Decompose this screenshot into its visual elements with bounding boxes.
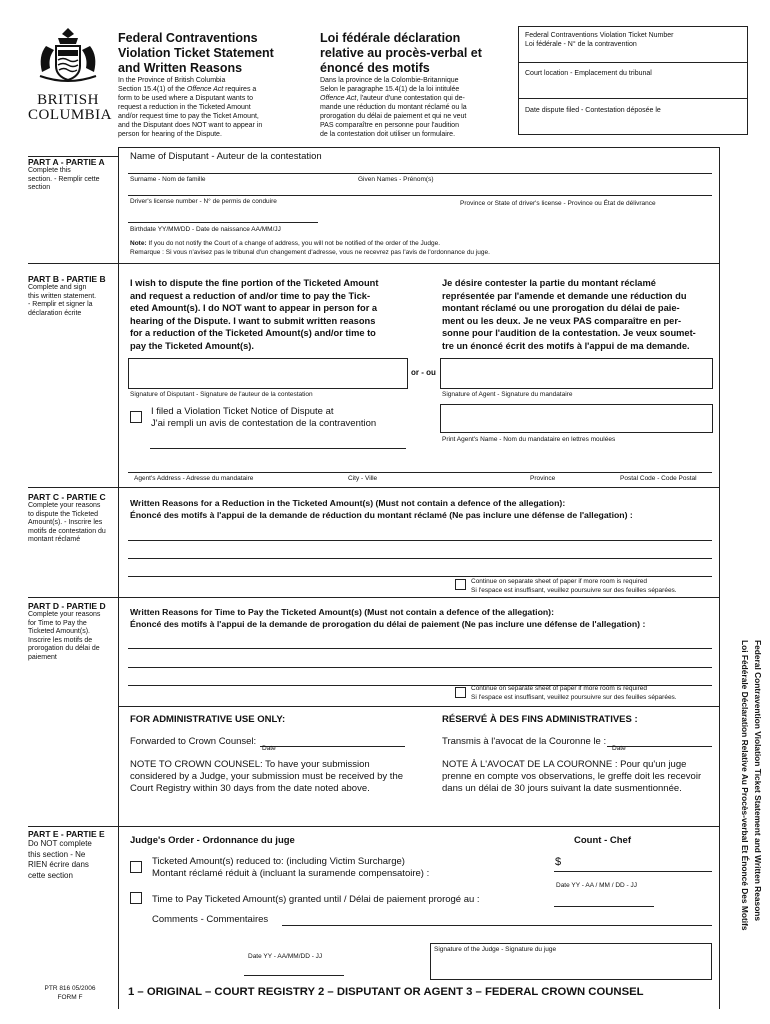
copy-distribution: 1 – ORIGINAL – COURT REGISTRY 2 – DISPUTANT OR AGENT 3 – FEDERAL CROWN COUNSEL (128, 986, 644, 998)
comments-label: Comments - Commentaires (152, 914, 269, 925)
amount-line[interactable] (554, 871, 712, 872)
reduced-amount-checkbox[interactable] (130, 861, 142, 873)
date-dispute-filed-field[interactable]: Date dispute filed - Contestation déposée le (525, 107, 661, 114)
reason-line[interactable] (128, 540, 712, 541)
continue-sheet-checkbox[interactable] (455, 579, 466, 590)
time-to-pay-checkbox[interactable] (130, 892, 142, 904)
date-label: Date (612, 745, 626, 752)
main-frame-left (118, 147, 119, 1009)
filed-notice-text: I filed a Violation Ticket Notice of Dispute at J'ai rempli un avis de contestation de la contravention (151, 406, 377, 429)
part-e-label: PART E - PARTIE E Do NOT complete this section - Ne RIEN écrire dans cette section (28, 829, 105, 880)
judge-date-line[interactable] (244, 975, 344, 976)
judge-signature-label: Signature of the Judge - Signature du juge (434, 946, 557, 953)
disputant-name-heading: Name of Disputant - Auteur de la contestation (130, 151, 322, 162)
forwarded-crown-label-fr: Transmis à l'avocat de la Couronne le : (442, 736, 607, 747)
admin-heading-fr: RÉSERVÉ À DES FINS ADMINISTRATIVES : (442, 714, 638, 725)
reduction-reasons-heading: Written Reasons for a Reduction in the Ticketed Amount(s) (Must not contain a defence of the allegation): Énoncé des motifs à l'appui de la demande de réduction du montant réclamé (Ne pas inclure une défense de l'allegation) : (130, 498, 633, 520)
continue-sheet-checkbox[interactable] (455, 687, 466, 698)
part-a-label: PART A - PARTIE A Complete this section. - Remplir cette section (28, 157, 105, 192)
reason-line[interactable] (128, 648, 712, 649)
part-b-label: PART B - PARTIE B Complete and sign this written statement. - Remplir et signer la déclaration écrite (28, 274, 106, 317)
time-to-pay-heading: Written Reasons for Time to Pay the Ticketed Amount(s) (Must not contain a defence of the allegation): Énoncé des motifs à l'appui de la demande de prorogation du délai de paiement (Ne pas inclure une défense de l'allegation) : (130, 607, 646, 629)
date-label: Date (262, 745, 276, 752)
agent-city-field[interactable]: City - Ville (348, 475, 378, 482)
time-to-pay-text: Time to Pay Ticketed Amount(s) granted until / Délai de paiement prorogé au : (152, 894, 480, 905)
intro-text-fr: Dans la province de la Colombie-Britannique Selon le paragraphe 15.4(1) de la loi intitulée Offence Act, l'auteur d'une contestation qui de- mande une réduction du montant réclamé ou la prorogation du délai de paiement et qui ne veut PAS comparaître en personne pour l'audition de la contestation doit utiliser un formulaire. (320, 77, 467, 138)
drivers-license-field[interactable]: Driver's license number - N° de permis de conduire (130, 198, 277, 205)
forwarded-crown-label: Forwarded to Crown Counsel: (130, 736, 257, 747)
bc-logo (28, 24, 113, 124)
ticket-info-box (518, 26, 748, 135)
comments-line[interactable] (282, 925, 712, 926)
agent-signature-box[interactable] (440, 358, 713, 389)
count-heading: Count - Chef (574, 835, 631, 846)
main-frame-right (719, 147, 720, 1009)
dispute-statement-fr: Je désire contester la partie du montant réclamé représentée par l'amende et demande une réduction du montant réclamé ou une prorogation du délai de paie- ment ou les deux. Je ne veux PAS comparaître en per- sonne pour l'audition de la contestation. Je veux soumet- tre un énoncé écrit des motifs à l'appui de ma demande. (442, 278, 696, 351)
side-title: Federal Contravention Violation Ticket Statement and Written Reasons Loi Fédérale Déclaration Relative Au Procès-verbal Et Énoncé Des Motifs (740, 640, 763, 931)
bc-crest-icon (28, 24, 108, 86)
count-date-label: Date YY - AA / MM / DD - JJ (556, 882, 638, 889)
reason-line[interactable] (128, 667, 712, 668)
address-change-note: Note: If you do not notify the Court of a change of address, you will not be notified of the order of the Judge. Remarque : Si vous n'avisez pas le tribunal d'un changement d'adresse, vous ne recevrez pas l'avis de l'ordonnance du juge. (130, 240, 490, 256)
or-label: or - ou (411, 368, 436, 377)
divider (118, 147, 719, 148)
license-province-field[interactable]: Province or State of driver's license - Province ou État de délivrance (460, 200, 656, 207)
agent-province-field[interactable]: Province (530, 475, 556, 482)
agent-address-field[interactable]: Agent's Address - Adresse du mandataire (134, 475, 254, 482)
agent-signature-label: Signature of Agent - Signature du mandataire (442, 391, 573, 398)
reason-line[interactable] (128, 558, 712, 559)
form-title-en: Federal Contraventions Violation Ticket Statement and Written Reasons (118, 31, 274, 75)
form-code: PTR 816 05/2006 FORM F (44, 985, 96, 1001)
crown-note-fr: NOTE À L'AVOCAT DE LA COURONNE : Pour qu'un juge prenne en compte vos observations, le greffe doit les recevoir dans un délai de 30 jours suivant la date susmentionnée. (442, 759, 702, 794)
continue-sheet-note: Continue on separate sheet of paper if more room is required Si l'espace est insuffisant, veuillez poursuivre sur des feuilles séparées. (471, 685, 677, 701)
province-name: BRITISH COLUMBIA (28, 92, 113, 123)
admin-heading-en: FOR ADMINISTRATIVE USE ONLY: (130, 714, 286, 725)
ticket-number-field[interactable]: Federal Contraventions Violation Ticket Number Loi fédérale - N° de la contravention (525, 32, 674, 48)
court-location-field[interactable]: Court location - Emplacement du tribunal (525, 70, 652, 77)
part-c-label: PART C - PARTIE C Complete your reasons to dispute the Ticketed Amount(s). - Inscrire les motifs de contestation du montant réclamé (28, 492, 106, 544)
filed-notice-checkbox[interactable] (130, 411, 142, 423)
reduced-amount-text: Ticketed Amount(s) reduced to: (including Victim Surcharge) Montant réclamé réduit à (incluant la suramende compensatoire) : (152, 856, 430, 879)
birthdate-field[interactable]: Birthdate YY/MM/DD - Date de naissance AA/MM/JJ (130, 226, 281, 233)
given-names-field[interactable]: Given Names - Prénom(s) (358, 176, 434, 183)
crown-note-en: NOTE TO CROWN COUNSEL: To have your submission considered by a Judge, your submission must be received by the Court Registry within 30 days from the date noted above. (130, 759, 404, 794)
part-d-label: PART D - PARTIE D Complete your reasons for Time to Pay the Ticketed Amount(s). Inscrire les motifs de prorogation du délai de paiement (28, 601, 106, 661)
disputant-signature-box[interactable] (128, 358, 408, 389)
reason-line[interactable] (128, 576, 712, 577)
dispute-statement-en: I wish to dispute the fine portion of the Ticketed Amount and request a reduction of and/or time to pay the Tick- eted Amount(s). I do NOT want to appear in person for a hearing of the Dispute. I want to submit written reasons for a reduction of the Ticketed Amount(s) and/or time to pay the Ticketed Amount(s). (130, 278, 379, 351)
continue-sheet-note: Continue on separate sheet of paper if more room is required Si l'espace est insuffisant, veuillez poursuivre sur des feuilles séparées. (471, 578, 677, 594)
agent-postal-field[interactable]: Postal Code - Code Postal (620, 475, 697, 482)
intro-text-en: In the Province of British Columbia Section 15.4(1) of the Offence Act requires a form to be used where a Disputant wants to request a reduction in the Ticketed Amount and/or request time to pay the Ticket Amount, and the Disputant does NOT want to appear in person for hearing of the Dispute. (118, 77, 263, 138)
judges-order-heading: Judge's Order - Ordonnance du juge (130, 835, 295, 846)
dollar-sign: $ (555, 856, 562, 868)
forwarded-date-line[interactable] (260, 746, 405, 747)
surname-field[interactable]: Surname - Nom de famille (130, 176, 206, 183)
agent-name-label: Print Agent's Name - Nom du mandataire en lettres moulées (442, 436, 616, 443)
time-to-pay-date-line[interactable] (554, 906, 654, 907)
judge-date-label: Date YY - AA/MM/DD - JJ (248, 953, 323, 960)
form-title-fr: Loi fédérale déclaration relative au procès-verbal et énoncé des motifs (320, 31, 482, 75)
disputant-signature-label: Signature of Disputant - Signature de l'auteur de la contestation (130, 391, 313, 398)
agent-name-box[interactable] (440, 404, 713, 433)
